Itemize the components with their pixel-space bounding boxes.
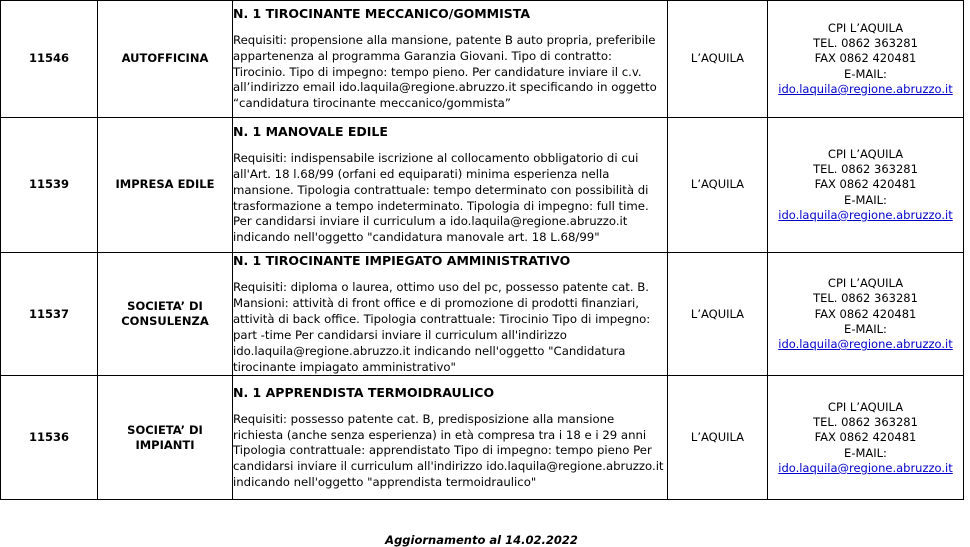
contact-fax: FAX 0862 420481 (814, 177, 917, 192)
offer-company-cell: SOCIETA’ DI CONSULENZA (98, 253, 233, 376)
contact-telephone: TEL. 0862 363281 (813, 415, 918, 430)
offer-contact-cell (768, 253, 964, 376)
offer-title: N. 1 TIROCINANTE IMPIEGATO AMMINISTRATIVO (233, 253, 571, 268)
contact-office: CPI L’AQUILA (827, 146, 904, 161)
contact-telephone: TEL. 0862 363281 (813, 162, 918, 177)
offer-description-cell (233, 376, 668, 500)
offer-contact-cell (768, 118, 964, 253)
contact-email-label: E-MAIL: (844, 321, 887, 336)
offer-id-cell: 11537 (1, 253, 98, 376)
contact-email-label: E-MAIL: (844, 192, 887, 207)
contact-fax: FAX 0862 420481 (814, 306, 917, 321)
offer-id-cell: 11546 (1, 1, 98, 118)
table-row (1, 253, 964, 376)
contact-email-link[interactable]: ido.laquila@regione.abruzzo.it (778, 337, 953, 352)
offer-description-cell (233, 118, 668, 253)
contact-email-label: E-MAIL: (844, 66, 887, 81)
contact-office: CPI L’AQUILA (827, 20, 904, 35)
offer-contact-cell (768, 376, 964, 500)
offer-requirements: Requisiti: diploma o laurea, ottimo uso del pc, possesso patente cat. B. Mansioni: attività di front office e di promozione di prodotti finanziari, attività di back office. Tipologia contrattuale: Tirocinio Tipo di impegno: part -time Per candidarsi inviare il curriculum all'indirizzo ido.laquila@regione.abruzzo.it indicando nell'oggetto "Candidatura tirocinante impiagato amministrativo" (233, 280, 651, 374)
contact-fax: FAX 0862 420481 (814, 430, 917, 445)
offer-requirements: Requisiti: possesso patente cat. B, predisposizione alla mansione richiesta (anche senza esperienza) in età compresa tra i 18 e i 29 anni Tipologia contrattuale: apprendistato Tipo di impegno: tempo pieno Per candidarsi inviare il curriculum all'indirizzo ido.laquila@regione.abruzzo.it indicando nell'oggetto "apprendista termoidraulico" (233, 411, 664, 490)
offer-title: N. 1 TIROCINANTE MECCANICO/GOMMISTA (233, 5, 531, 21)
contact-office: CPI L’AQUILA (827, 399, 904, 414)
offer-city-cell: L’AQUILA (668, 1, 768, 118)
offer-description-cell (233, 1, 668, 118)
offer-city-cell: L’AQUILA (668, 118, 768, 253)
offer-company-cell: IMPRESA EDILE (98, 118, 233, 253)
contact-telephone: TEL. 0862 363281 (813, 291, 918, 306)
contact-email-link[interactable]: ido.laquila@regione.abruzzo.it (778, 207, 953, 222)
offer-requirements: Requisiti: indispensabile iscrizione al collocamento obbligatorio di cui all'Art. 18 l.68/99 (orfani ed equiparati) minima esperienza nella mansione. Tipologia contrattuale: tempo determinato con possibilità di trasformazione a tempo indeterminato. Tipologia di impegno: full time. Per candidarsi inviare il curriculum a ido.laquila@regione.abruzzo.it indicando nell'oggetto "candidatura manovale art. 18 L.68/99" (233, 150, 649, 245)
contact-email-link[interactable]: ido.laquila@regione.abruzzo.it (778, 460, 953, 475)
table-row (1, 1, 964, 118)
contact-email-label: E-MAIL: (844, 445, 887, 460)
offer-city-cell: L’AQUILA (668, 376, 768, 500)
offer-contact-cell (768, 1, 964, 118)
offer-id-cell: 11536 (1, 376, 98, 500)
offer-company-cell: SOCIETA’ DI IMPIANTI (98, 376, 233, 500)
offer-title: N. 1 MANOVALE EDILE (233, 123, 388, 139)
offer-title: N. 1 APPRENDISTA TERMOIDRAULICO (233, 384, 495, 400)
contact-office: CPI L’AQUILA (827, 276, 904, 291)
offer-requirements: Requisiti: propensione alla mansione, patente B auto propria, preferibile appartenenza al programma Garanzia Giovani. Tipo di contratto: Tirocinio. Tipo di impegno: tempo pieno. Per candidature inviare il c.v. all’indirizzo email ido.laquila@regione.abruzzo.it specificando in oggetto “candidatura tirocinante meccanico/gommista” (233, 32, 657, 111)
offer-id-cell: 11539 (1, 118, 98, 253)
table-row (1, 118, 964, 253)
table-row (1, 376, 964, 500)
update-note: Aggiornamento al 14.02.2022 (385, 533, 578, 547)
contact-telephone: TEL. 0862 363281 (813, 36, 918, 51)
offer-company-cell: AUTOFFICINA (98, 1, 233, 118)
contact-fax: FAX 0862 420481 (814, 51, 917, 66)
offer-city-cell: L’AQUILA (668, 253, 768, 376)
contact-email-link[interactable]: ido.laquila@regione.abruzzo.it (778, 81, 953, 96)
table-body (1, 1, 964, 500)
offer-description-cell (233, 253, 668, 376)
